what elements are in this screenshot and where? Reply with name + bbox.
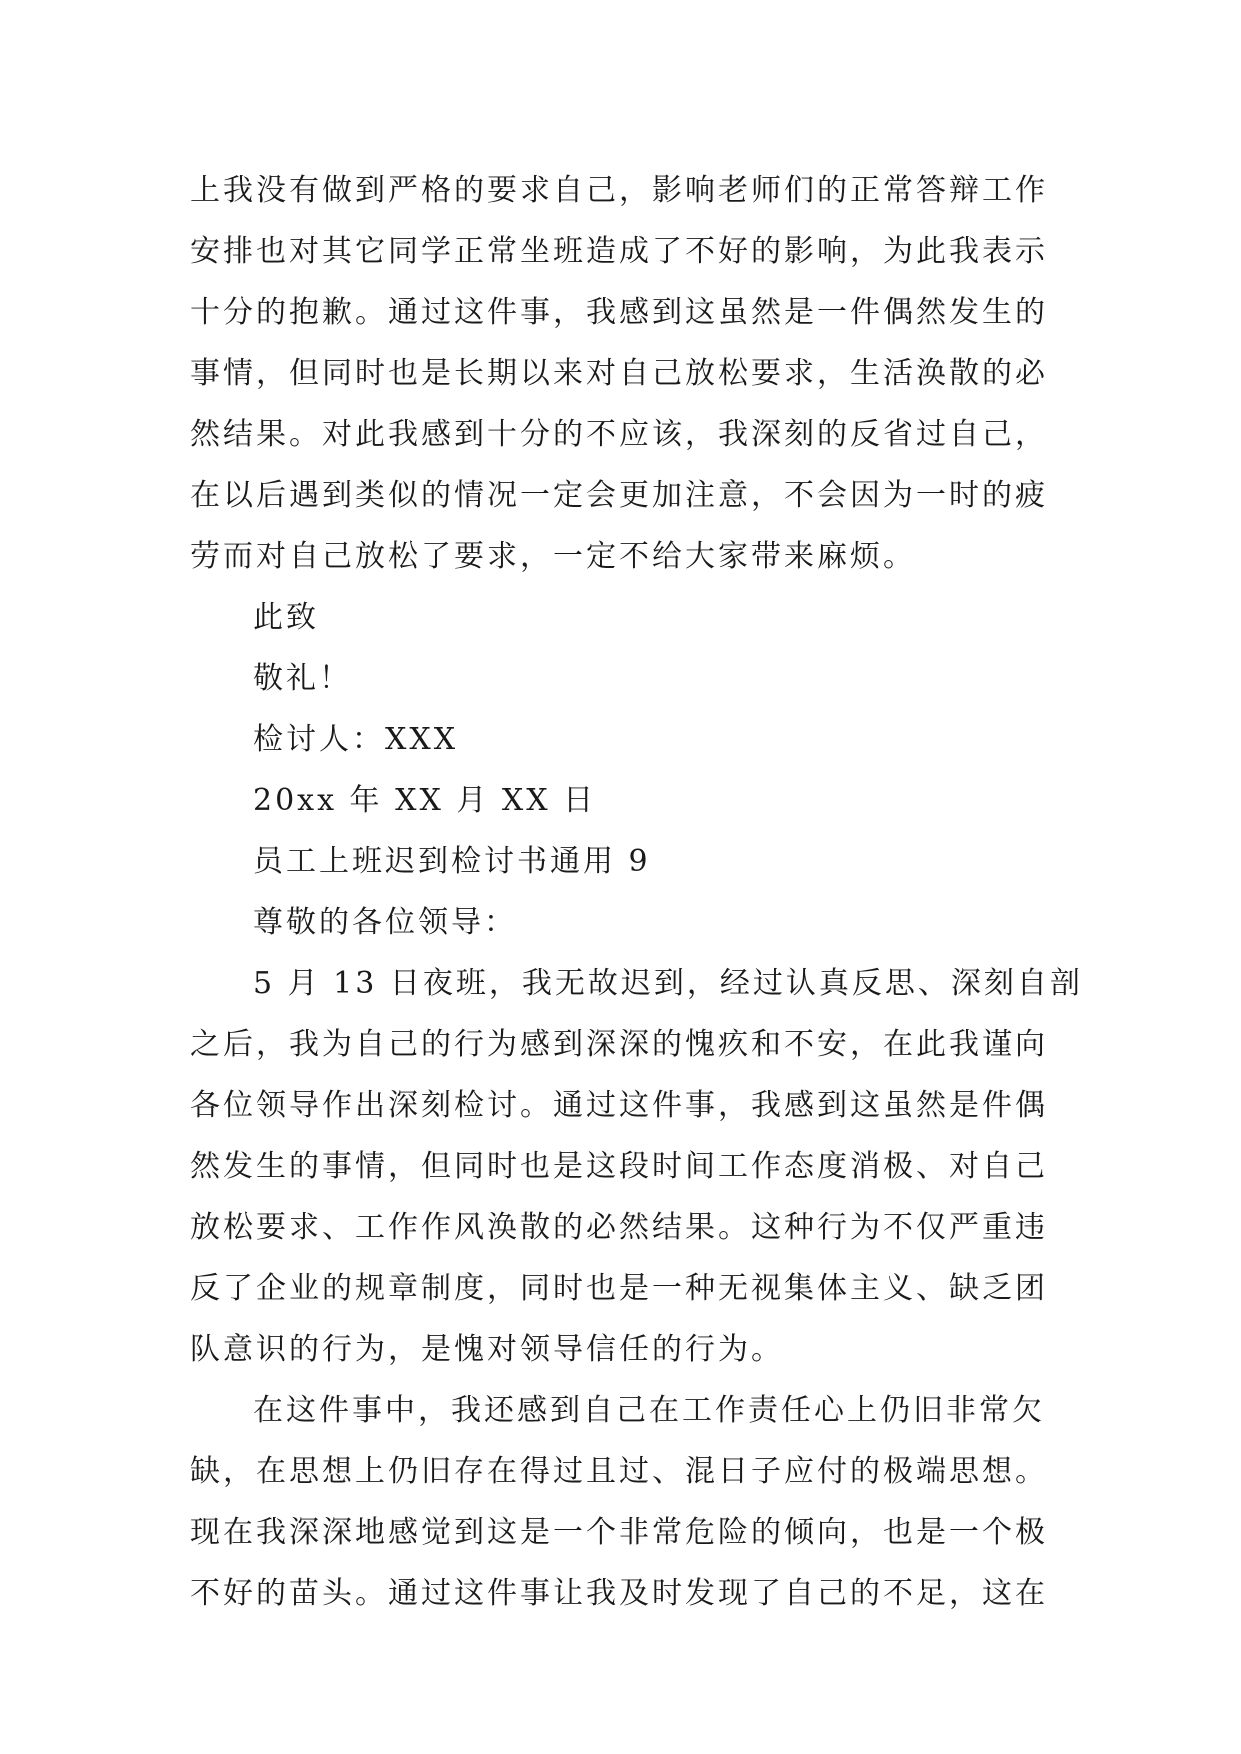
section-title: 员工上班迟到检讨书通用 9 [253,844,651,879]
text-line: 反了企业的规章制度，同时也是一种无视集体主义、缺乏团 [190,1271,1048,1306]
document-body [190,160,1083,1624]
text-line: 放松要求、工作作风涣散的必然结果。这种行为不仅严重违 [190,1210,1048,1245]
paragraph-start: 在这件事中，我还感到自己在工作责任心上仍旧非常欠 [253,1393,1045,1428]
text-line: 队意识的行为，是愧对领导信任的行为。 [190,1332,784,1367]
date-line: 20xx 年 XX 月 XX 日 [253,783,597,818]
text-line: 然结果。对此我感到十分的不应该，我深刻的反省过自己， [190,417,1048,452]
text-line: 上我没有做到严格的要求自己，影响老师们的正常答辩工作 [190,173,1048,208]
text-line: 现在我深深地感觉到这是一个非常危险的倾向，也是一个极 [190,1515,1048,1550]
greeting: 尊敬的各位领导： [253,905,517,940]
paragraph-start: 5 月 13 日夜班，我无故迟到，经过认真反思、深刻自剖 [253,966,1083,1001]
text-line: 然发生的事情，但同时也是这段时间工作态度消极、对自己 [190,1149,1048,1184]
text-line: 之后，我为自己的行为感到深深的愧疚和不安，在此我谨向 [190,1027,1048,1062]
text-line: 各位领导作出深刻检讨。通过这件事，我感到这虽然是件偶 [190,1088,1048,1123]
closing-salutation: 此致 [253,600,319,635]
signature-line: 检讨人：XXX [253,722,459,757]
closing-regards: 敬礼！ [253,661,352,696]
text-line: 劳而对自己放松了要求，一定不给大家带来麻烦。 [190,539,916,574]
text-line: 不好的苗头。通过这件事让我及时发现了自己的不足，这在 [190,1576,1048,1611]
text-line: 缺，在思想上仍旧存在得过且过、混日子应付的极端思想。 [190,1454,1048,1489]
text-line: 十分的抱歉。通过这件事，我感到这虽然是一件偶然发生的 [190,295,1048,330]
text-line: 在以后遇到类似的情况一定会更加注意，不会因为一时的疲 [190,478,1048,513]
text-line: 事情，但同时也是长期以来对自己放松要求，生活涣散的必 [190,356,1048,391]
text-line: 安排也对其它同学正常坐班造成了不好的影响，为此我表示 [190,234,1048,269]
